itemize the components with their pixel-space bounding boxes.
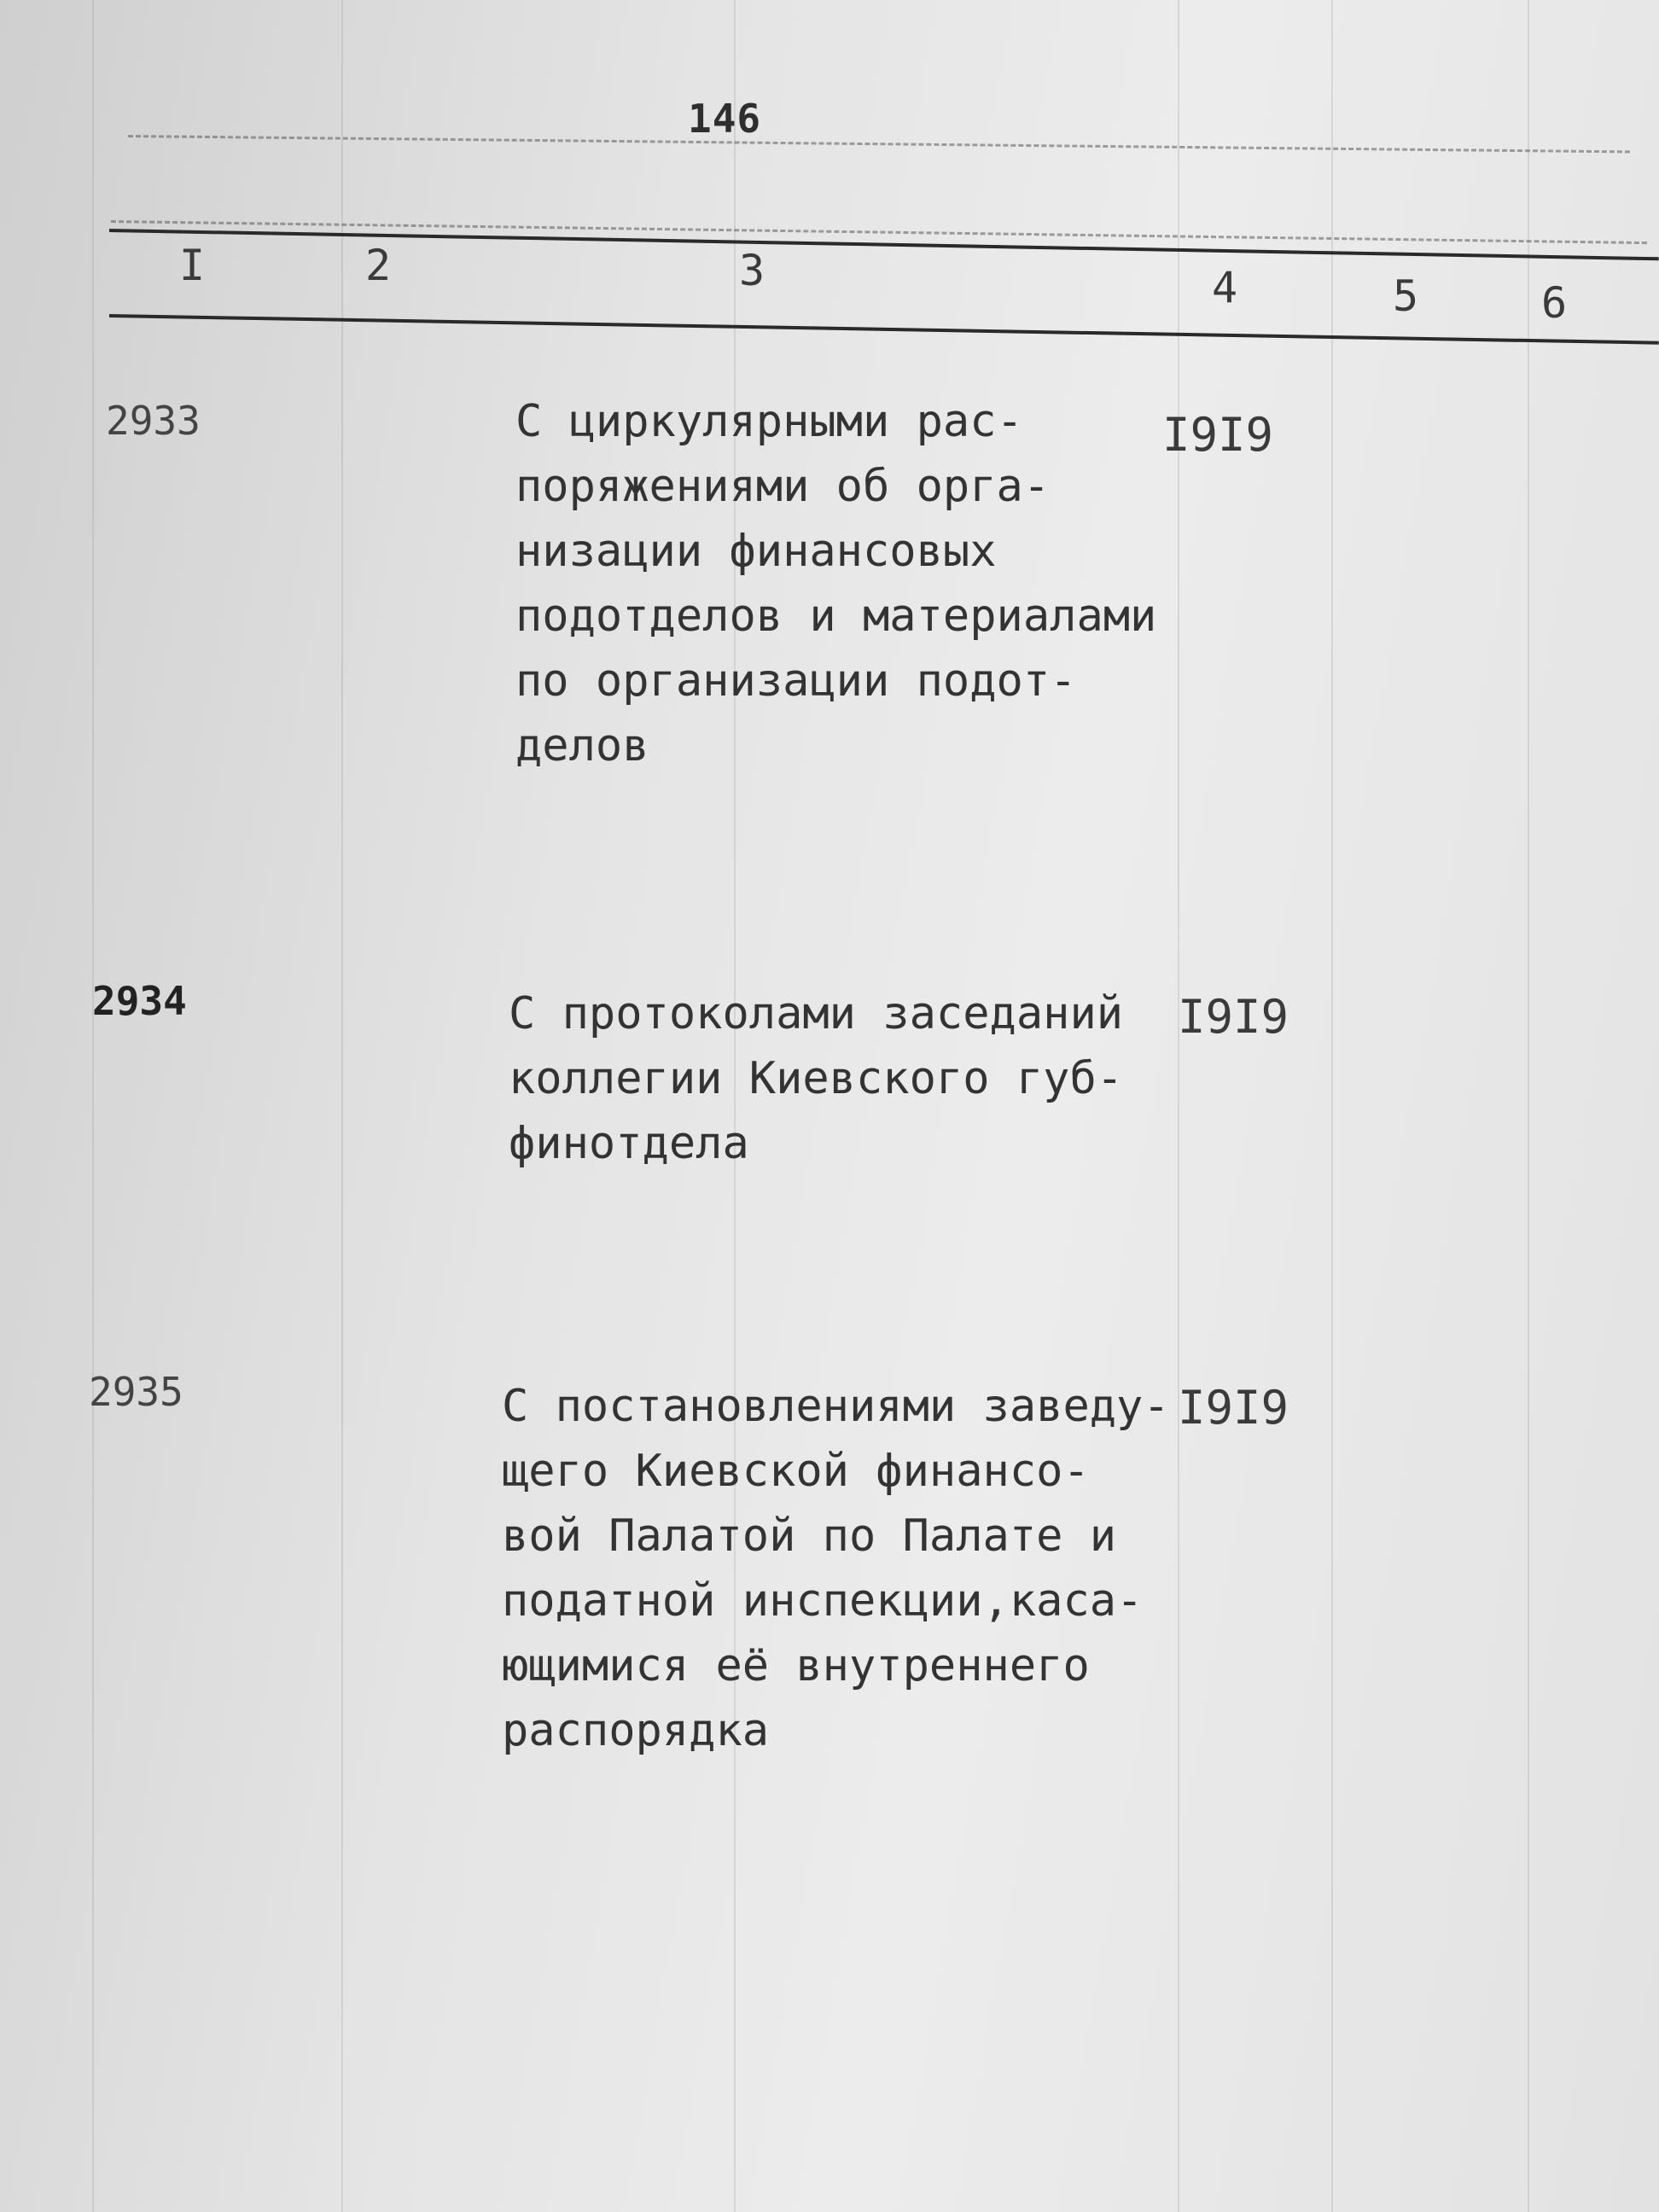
column-rule [1178,0,1179,2212]
description-line: С протоколами заседаний [509,988,1124,1039]
entry-year: I9I9 [1178,1381,1289,1435]
column-header-5: 5 [1393,271,1419,321]
entry-number: 2934 [92,978,187,1024]
column-header-4: 4 [1212,263,1238,312]
column-header-1: I [179,241,206,290]
column-rule [1528,0,1529,2212]
description-line: коллегии Киевского губ- [509,1053,1124,1104]
entry-year: I9I9 [1162,408,1274,462]
description-line: делов [515,720,649,771]
column-rule [92,0,94,2212]
column-rule [1331,0,1333,2212]
entry-number: 2935 [89,1369,183,1415]
entry-description [502,1374,1170,1763]
column-header-3: 3 [739,246,765,295]
column-rule [341,0,343,2212]
description-line: ющимися её внутреннего [502,1640,1090,1691]
description-line: по организации подот- [515,655,1077,707]
column-header-6: 6 [1541,278,1568,328]
page-number: 146 [688,96,762,142]
description-line: распорядка [502,1705,770,1756]
entry-description [509,981,1123,1176]
dashed-line [128,135,1630,153]
entry-description [515,389,1156,778]
description-line: вой Палатой по Палате и [502,1511,1117,1562]
description-line: низации финансовых [515,526,997,577]
description-line: поряжениями об орга- [515,461,1051,512]
description-line: податной инспекции,каса- [502,1575,1144,1627]
column-header-2: 2 [365,241,392,290]
description-line: С постановлениями заведу- [502,1381,1170,1432]
entry-year: I9I9 [1178,990,1289,1044]
description-line: подотделов и материалами [515,591,1157,642]
description-line: финотдела [509,1118,749,1169]
entry-number: 2933 [106,398,201,444]
description-line: щего Киевской финансо- [502,1446,1090,1497]
description-line: С циркулярными рас- [515,396,1023,447]
